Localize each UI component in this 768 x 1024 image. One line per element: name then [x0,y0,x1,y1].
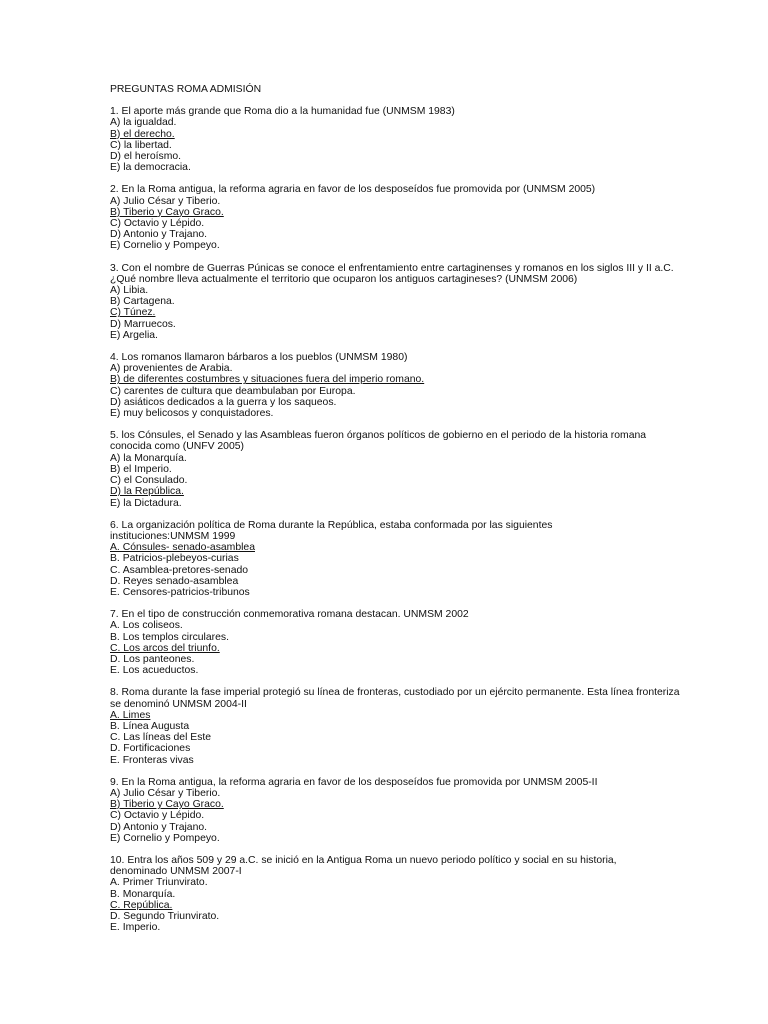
answer-option: C. Las líneas del Este [110,732,212,744]
question-block [110,106,700,173]
answer-option-correct: B) de diferentes costumbres y situaciones fuera del imperio romano. [110,374,425,386]
answer-option: C) Octavio y Lépido. [110,810,205,822]
question-prompt: 8. Roma durante la fase imperial protegió su línea de fronteras, custodiado por un ejército permanente. Esta línea fronteriza [110,687,680,699]
question-block [110,263,700,341]
question-block [110,430,700,508]
question-block [110,687,700,765]
question-prompt: 10. Entra los años 509 y 29 a.C. se inició en la Antigua Roma un nuevo periodo político y social en su historia, [110,854,617,866]
answer-option: A) Julio César y Tiberio. [110,195,221,207]
answer-option: B) el Imperio. [110,463,172,475]
answer-option-correct: A. Limes [110,709,151,721]
answer-option: B. Línea Augusta [110,720,190,732]
answer-option: B. Patricios-plebeyos-curias [110,553,239,565]
answer-option-correct: A. Cónsules- senado-asamblea [110,542,255,554]
answer-option: B. Monarquía. [110,888,176,900]
answer-option: E) muy belicosos y conquistadores. [110,408,274,420]
answer-option: E. Censores-patricios-tribunos [110,586,250,598]
answer-option: A. Primer Triunvirato. [110,877,208,889]
answer-option: C) la libertad. [110,139,172,151]
answer-option: C) carentes de cultura que deambulaban por Europa. [110,385,356,397]
question-prompt: 2. En la Roma antigua, la reforma agraria en favor de los desposeídos fue promovida por (UNMSM 2005) [110,184,596,196]
answer-option: A) Julio César y Tiberio. [110,787,221,799]
answer-option: A. Los coliseos. [110,620,183,632]
question-prompt: 1. El aporte más grande que Roma dio a la humanidad fue (UNMSM 1983) [110,106,455,118]
answer-option-correct: C) Túnez. [110,307,156,319]
question-block [110,855,700,933]
answer-option: D) el heroísmo. [110,151,182,163]
question-block [110,609,700,676]
question-prompt: 7. En el tipo de construcción conmemorativa romana destacan. UNMSM 2002 [110,609,469,621]
question-block [110,352,700,419]
answer-option: E. Imperio. [110,922,161,934]
question-prompt: 5. los Cónsules, el Senado y las Asambleas fueron órganos políticos de gobierno en el periodo de la historia romana [110,430,647,442]
answer-option-correct: D) la República. [110,486,184,498]
answer-option: C) Octavio y Lépido. [110,218,205,230]
question-block [110,777,700,844]
answer-option: D) Marruecos. [110,318,176,330]
question-prompt: conocida como (UNFV 2005) [110,441,244,453]
answer-option: E. Los acueductos. [110,665,199,677]
answer-option: D) Antonio y Trajano. [110,821,208,833]
answer-option: A) provenientes de Arabia. [110,363,233,375]
question-prompt: instituciones:UNMSM 1999 [110,530,236,542]
answer-option-correct: C. República. [110,899,173,911]
answer-option: D) asiáticos dedicados a la guerra y los saqueos. [110,396,337,408]
question-prompt: denominado UNMSM 2007-I [110,866,242,878]
question-prompt: 6. La organización política de Roma durante la República, estaba conformada por las siguientes [110,519,553,531]
answer-option-correct: B) Tiberio y Cayo Graco. [110,206,224,218]
answer-option: D. Segundo Triunvirato. [110,911,220,922]
answer-option: E) Cornelio y Pompeyo. [110,240,220,252]
document-page [110,84,700,944]
question-prompt: ¿Qué nombre lleva actualmente el territorio que ocuparon los antiguos cartagineses? (UNMSM 2006) [110,273,578,285]
answer-option: A) Libia. [110,285,149,297]
question-prompt: 4. Los romanos llamaron bárbaros a los pueblos (UNMSM 1980) [110,352,408,364]
answer-option: B) Cartagena. [110,296,175,308]
answer-option: A) la Monarquía. [110,452,187,464]
answer-option-correct: B) el derecho. [110,128,175,140]
question-list [110,106,700,933]
answer-option: E) Argelia. [110,329,158,341]
answer-option: E) la democracia. [110,162,191,174]
answer-option: D) Antonio y Trajano. [110,229,208,241]
answer-option: B. Los templos circulares. [110,631,229,643]
answer-option: E) Cornelio y Pompeyo. [110,832,220,844]
answer-option: D. Reyes senado-asamblea [110,575,239,587]
answer-option: E) la Dictadura. [110,497,182,509]
question-prompt: se denominó UNMSM 2004-II [110,698,247,710]
question-prompt: 9. En la Roma antigua, la reforma agraria en favor de los desposeídos fue promovida por UNMSM 2005-II [110,776,598,788]
answer-option: E. Fronteras vivas [110,754,194,766]
answer-option: D. Fortificaciones [110,743,191,755]
question-prompt: 3. Con el nombre de Guerras Púnicas se conoce el enfrentamiento entre cartaginenses y romanos en los siglos III y II a.C. [110,262,674,274]
answer-option: D. Los panteones. [110,653,195,665]
question-block [110,184,700,251]
answer-option: C) el Consulado. [110,475,188,487]
question-block [110,520,700,598]
answer-option-correct: B) Tiberio y Cayo Graco. [110,799,224,811]
answer-option-correct: C. Los arcos del triunfo. [110,642,220,654]
document-title: PREGUNTAS ROMA ADMISIÓN [110,84,262,95]
answer-option: C. Asamblea-pretores-senado [110,564,249,576]
answer-option: A) la igualdad. [110,117,177,129]
